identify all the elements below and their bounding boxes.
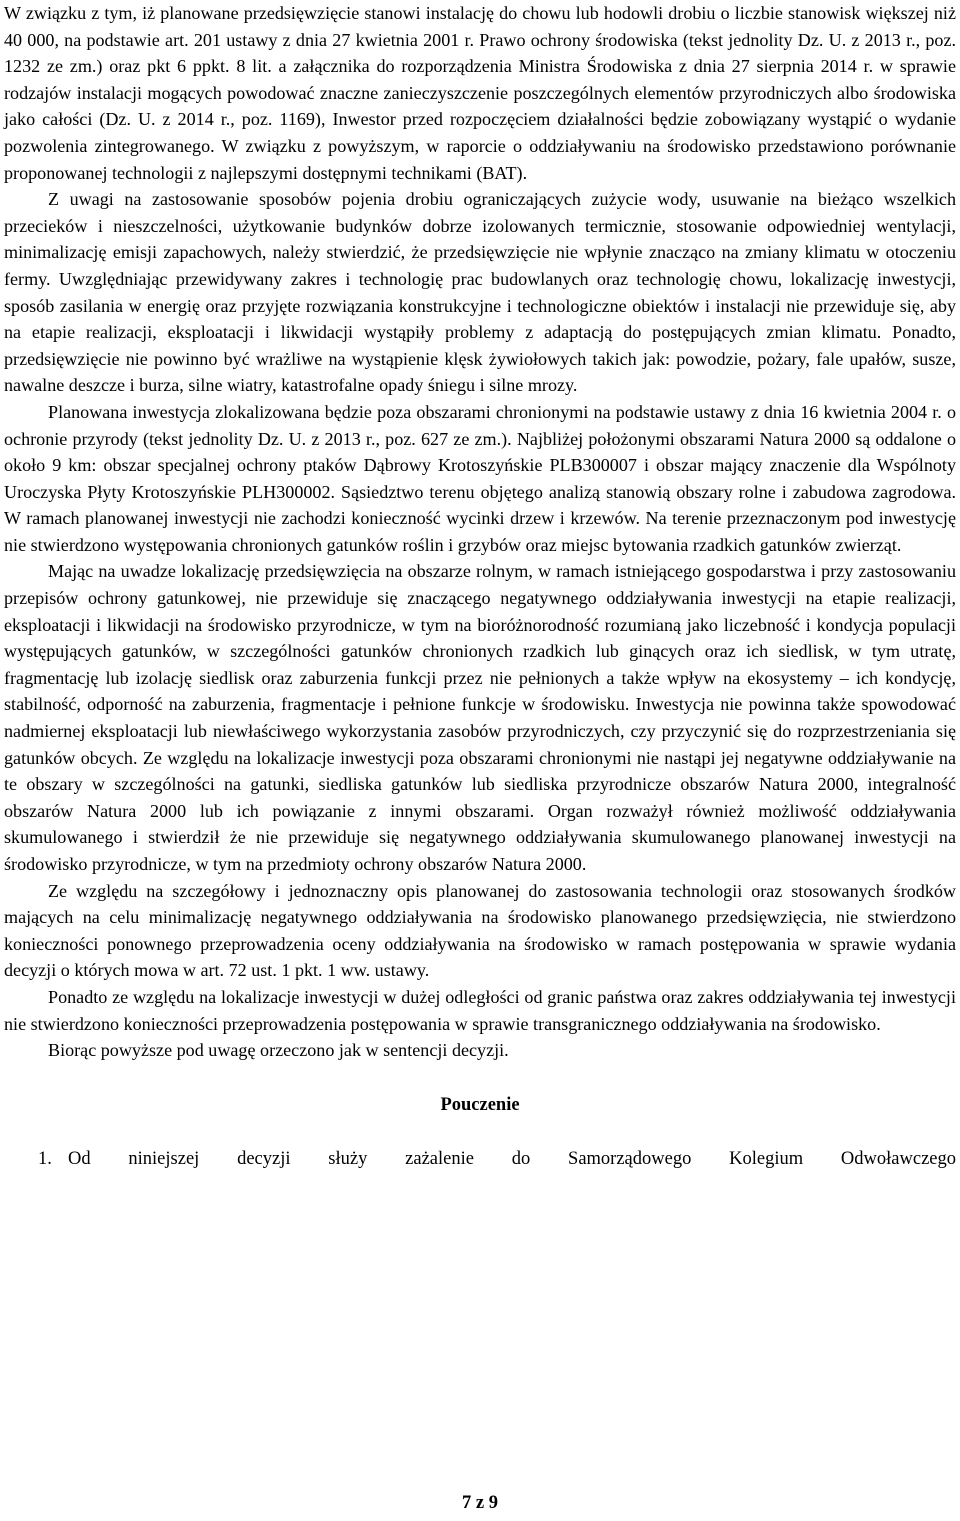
section-heading: Pouczenie xyxy=(440,1094,520,1115)
document-page xyxy=(4,0,956,1173)
list-item-number: 1. xyxy=(38,1149,52,1170)
paragraph-biodiversity: Mając na uwadze lokalizację przedsięwzięcia na obszarze rolnym, w ramach istniejącego gospodarstwa i przy zastosowaniu przepisów ochrony gatunkowej, nie przewiduje się znaczącego negatywnego oddziaływania inwestycji na etapie realizacji, eksploatacji i likwidacji na środowisko przyrodnicze, w tym na bioróżnorodność rozumianą jako liczebność i kondycja populacji występujących gatunków, w szczególności gatunków chronionych rzadkich lub ginących oraz ich siedlisk, w tym utratę, fragmentację lub izolację siedlisk oraz zaburzenia funkcji przez nie pełnionych a także wpływ na ekosystemy – ich kondycję, stabilność, odporność na zaburzenia, fragmentacje i pełnione funkcje w środowisku. Inwestycja nie powinna także spowodować nadmiernej eksploatacji lub niewłaściwego wykorzystania zasobów przyrodniczych, czy przyczynić się do rozprzestrzeniania się gatunków obcych. Ze względu na lokalizacje inwestycji poza obszarami chronionymi nie nastąpi jej negatywne oddziaływanie na te obszary w szczególności na gatunki, siedliska gatunków lub siedliska przyrodnicze obszarów Natura 2000, integralność obszarów Natura 2000 lub ich powiązanie z innymi obszarami. Organ rozważył również możliwość oddziaływania skumulowanego i stwierdził że nie przewiduje się negatywnego oddziaływania skumulowanego planowanej inwestycji na środowisko przyrodnicze, w tym na przedmioty ochrony obszarów Natura 2000. xyxy=(4,561,956,874)
list-item xyxy=(4,1146,956,1173)
paragraph-transboundary: Ponadto ze względu na lokalizacje inwestycji w dużej odległości od granic państwa oraz zakres oddziaływania tej inwestycji nie stwierdzono konieczności przeprowadzenia postępowania w sprawie transgranicznego oddziaływania na środowisko. xyxy=(4,986,956,1034)
list-item-text: Od niniejszej decyzji służy zażalenie do Samorządowego Kolegium Odwoławczego xyxy=(68,1149,956,1170)
paragraph-natura: Planowana inwestycja zlokalizowana będzie poza obszarami chronionymi na podstawie ustawy z dnia 16 kwietnia 2004 r. o ochronie przyrody (tekst jednolity Dz. U. z 2013 r., poz. 627 ze zm.). Najbliżej położonymi obszarami Natura 2000 są oddalone o około 9 km: obszar specjalnej ochrony ptaków Dąbrowy Krotoszyńskie PLB300007 i obszar mający znaczenie dla Wspólnoty Uroczyska Płyty Krotoszyńskie PLH300002. Sąsiedztwo terenu objętego analizą stanowią obszary rolne i zabudowa zagrodowa. W ramach planowanej inwestycji nie zachodzi konieczność wycinki drzew i krzewów. Na terenie przeznaczonym pod inwestycję nie stwierdzono występowania chronionych gatunków roślin i grzybów oraz miejsc bytowania rzadkich gatunków zwierząt. xyxy=(4,401,956,555)
page-number: 7 z 9 xyxy=(462,1493,498,1513)
paragraph-conclusion: Biorąc powyższe pod uwagę orzeczono jak w sentencji decyzji. xyxy=(48,1040,509,1061)
paragraph-climate: Z uwagi na zastosowanie sposobów pojenia drobiu ograniczających zużycie wody, usuwanie na bieżąco wszelkich przecieków i nieszczelności, użytkowanie budynków dobrze izolowanych termicznie, stosowanie odpowiedniej wentylacji, minimalizację emisji zapachowych, należy stwierdzić, że przedsięwzięcie nie wpłynie znacząco na zmiany klimatu w otoczeniu fermy. Uwzględniając przewidywany zakres i technologię prac budowlanych oraz technologię chowu, lokalizację inwestycji, sposób zasilania w energię oraz przyjęte rozwiązania konstrukcyjne i technologiczne obiektów i instalacji nie przewiduje się, aby na etapie realizacji, eksploatacji i likwidacji wystąpiły problemy z adaptacją do postępujących zmian klimatu. Ponadto, przedsięwzięcie nie powinno być wrażliwe na wystąpienie klęsk żywiołowych takich jak: powodzie, pożary, fale upałów, susze, nawalne deszcze i burza, silne wiatry, katastrofalne opady śniegu i silne mrozy. xyxy=(4,189,956,396)
paragraph-bat: W związku z tym, iż planowane przedsięwzięcie stanowi instalację do chowu lub hodowli drobiu o liczbie stanowisk większej niż 40 000, na podstawie art. 201 ustawy z dnia 27 kwietnia 2001 r. Prawo ochrony środowiska (tekst jednolity Dz. U. z 2013 r., poz. 1232 ze zm.) oraz pkt 6 ppkt. 8 lit. a załącznika do rozporządzenia Ministra Środowiska z dnia 27 sierpnia 2014 r. w sprawie rodzajów instalacji mogących powodować znaczne zanieczyszczenie poszczególnych elementów przyrodniczych albo środowiska jako całości (Dz. U. z 2014 r., poz. 1169), Inwestor przed rozpoczęciem działalności będzie zobowiązany wystąpić o wydanie pozwolenia zintegrowanego. W związku z powyższym, w raporcie o oddziaływaniu na środowisko przedstawiono porównanie proponowanej technologii z najlepszymi dostępnymi technikami (BAT). xyxy=(4,3,956,183)
paragraph-reassessment: Ze względu na szczegółowy i jednoznaczny opis planowanej do zastosowania technologii oraz stosowanych środków mających na celu minimalizację negatywnego oddziaływania na środowisko planowanego przedsięwzięcia, nie stwierdzono konieczności ponownego przeprowadzenia oceny oddziaływania na środowisko w ramach postępowania w sprawie wydania decyzji o których mowa w art. 72 ust. 1 pkt. 1 ww. ustawy. xyxy=(4,880,956,981)
